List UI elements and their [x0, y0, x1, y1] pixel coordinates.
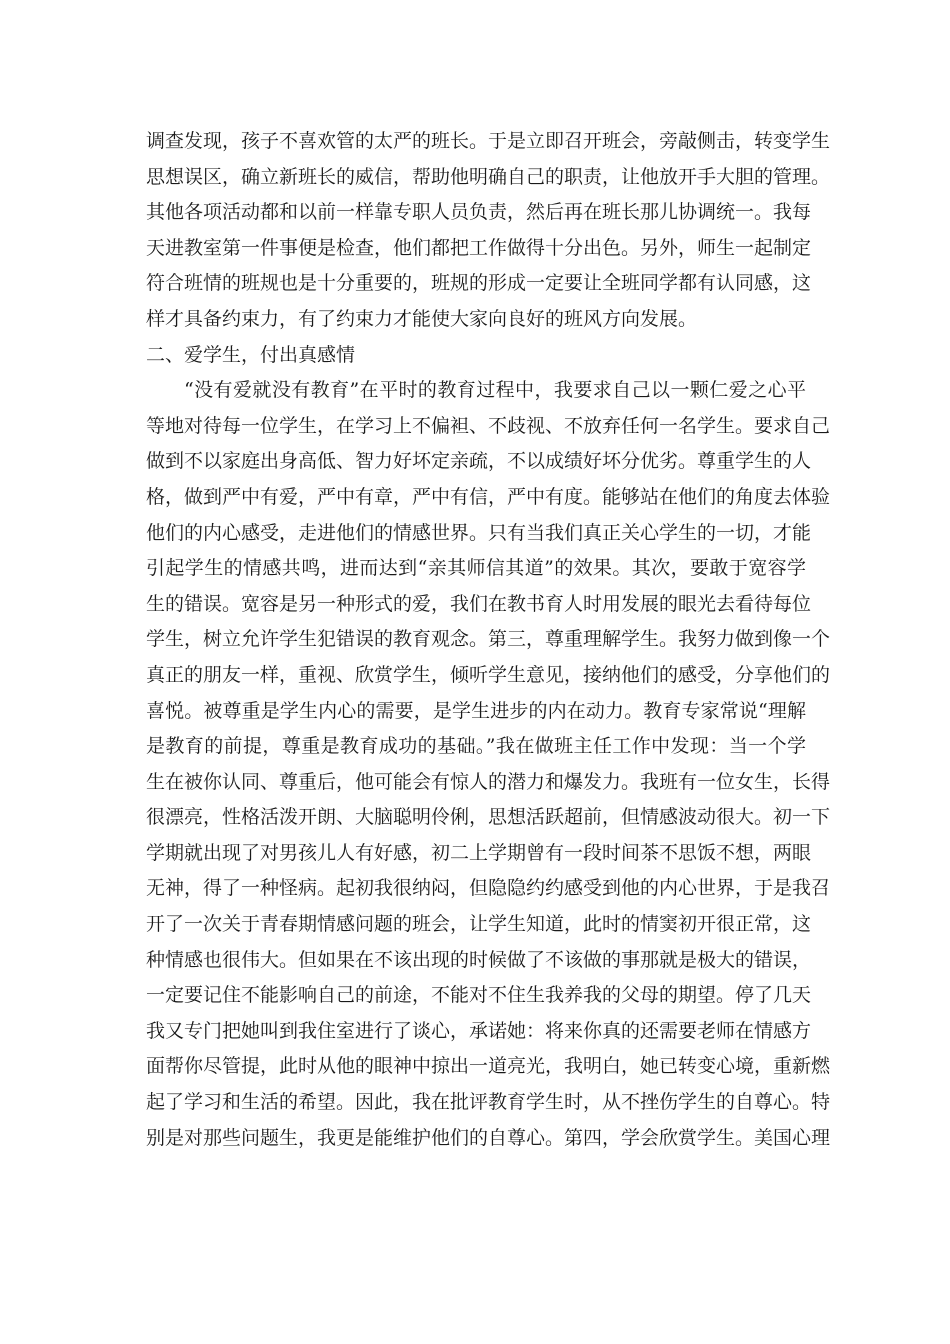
paragraph-2 — [146, 373, 831, 1156]
text-line: 等地对待每一位学生，在学习上不偏袒、不歧视、不放弃任何一名学生。要求自己 — [146, 414, 831, 437]
section-heading: 二、爱学生，付出真感情 — [146, 343, 356, 366]
text-line: 种情感也很伟大。但如果在不该出现的时候做了不该做的事那就是极大的错误， — [146, 948, 812, 971]
text-line: 格，做到严中有爱，严中有章，严中有信，严中有度。能够站在他们的角度去体验 — [146, 485, 831, 508]
paragraph-1 — [146, 124, 831, 338]
body-text — [146, 124, 831, 1156]
text-line: 学生，树立允许学生犯错误的教育观念。第三，尊重理解学生。我努力做到像一个 — [146, 628, 831, 651]
text-line: 引起学生的情感共鸣，进而达到“亲其师信其道”的效果。其次，要敢于宽容学 — [146, 557, 806, 580]
text-line: 做到不以家庭出身高低、智力好坏定亲疏，不以成绩好坏分优劣。尊重学生的人 — [146, 450, 812, 473]
text-line: 是教育的前提，尊重是教育成功的基础。”我在做班主任工作中发现：当一个学 — [146, 735, 806, 758]
text-line: 生在被你认同、尊重后，他可能会有惊人的潜力和爆发力。我班有一位女生，长得 — [146, 770, 831, 793]
text-line: 学期就出现了对男孩儿人有好感，初二上学期曾有一段时间茶不思饭不想，两眼 — [146, 841, 812, 864]
text-line: 喜悦。被尊重是学生内心的需要，是学生进步的内在动力。教育专家常说“理解 — [146, 699, 806, 722]
text-line: 我又专门把她叫到我住室进行了谈心，承诺她：将来你真的还需要老师在情感方 — [146, 1019, 812, 1042]
text-line: 很漂亮，性格活泼开朗、大脑聪明伶俐，思想活跃超前，但情感波动很大。初一下 — [146, 806, 831, 829]
text-line: 起了学习和生活的希望。因此，我在批评教育学生时，从不挫伤学生的自尊心。特 — [146, 1091, 831, 1114]
text-line: 无神，得了一种怪病。起初我很纳闷，但隐隐约约感受到他的内心世界，于是我召 — [146, 877, 831, 900]
text-line: “没有爱就没有教育”在平时的教育过程中，我要求自己以一颗仁爱之心平 — [184, 379, 806, 402]
text-line: 其他各项活动都和以前一样靠专职人员负责，然后再在班长那儿协调统一。我每 — [146, 201, 812, 224]
text-line: 他们的内心感受，走进他们的情感世界。只有当我们真正关心学生的一切，才能 — [146, 521, 812, 544]
text-line: 生的错误。宽容是另一种形式的爱，我们在教书育人时用发展的眼光去看待每位 — [146, 592, 812, 615]
text-line: 真正的朋友一样，重视、欣赏学生，倾听学生意见，接纳他们的感受，分享他们的 — [146, 663, 831, 686]
text-line: 别是对那些问题生，我更是能维护他们的自尊心。第四，学会欣赏学生。美国心理 — [146, 1126, 831, 1149]
text-line: 天进教室第一件事便是检查，他们都把工作做得十分出色。另外，师生一起制定 — [146, 236, 812, 259]
text-line: 面帮你尽管提，此时从他的眼神中掠出一道亮光，我明白，她已转变心境，重新燃 — [146, 1055, 831, 1078]
text-line: 符合班情的班规也是十分重要的，班规的形成一定要让全班同学都有认同感，这 — [146, 272, 812, 295]
text-line: 开了一次关于青春期情感问题的班会，让学生知道，此时的情窦初开很正常，这 — [146, 913, 812, 936]
text-line: 样才具备约束力，有了约束力才能使大家向良好的班风方向发展。 — [146, 307, 698, 330]
text-line: 一定要记住不能影响自己的前途，不能对不住生我养我的父母的期望。停了几天 — [146, 984, 812, 1007]
text-line: 思想误区，确立新班长的威信，帮助他明确自己的职责，让他放开手大胆的管理。 — [146, 165, 831, 188]
text-line: 调查发现，孩子不喜欢管的太严的班长。于是立即召开班会，旁敲侧击，转变学生 — [146, 130, 831, 152]
